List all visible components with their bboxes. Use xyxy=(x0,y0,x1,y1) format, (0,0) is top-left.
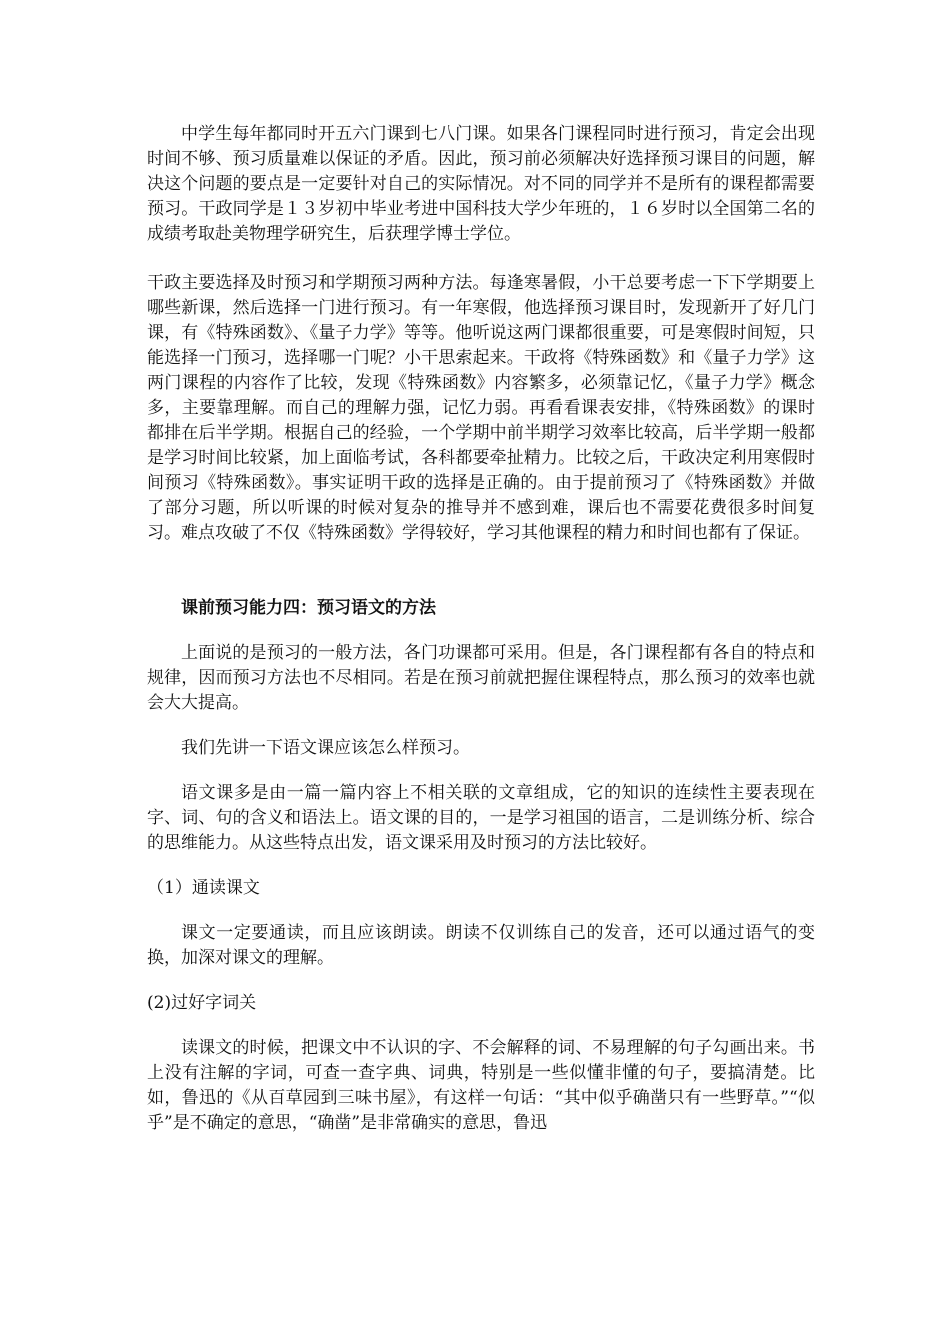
paragraph-chinese-lesson: 我们先讲一下语文课应该怎么样预习。 xyxy=(181,738,470,758)
paragraph-course-selection: 中学生每年都同时开五六门课到七八门课。如果各门课程同时进行预习，肯定会出现时间不够、预习质量难以保证的矛盾。因此，预习前必须解决好选择预习课目的问题，解决这个问题的要点是一定要针对自己的实际情况。对不同的同学并不是所有的课程都需要预习。干政同学是１３岁初中毕业考进中国科技大学少年班的，１６岁时以全国第二名的成绩考取赴美物理学研究生，后获理学博士学位。 xyxy=(147,124,815,244)
paragraph-gan-zheng-example: 干政主要选择及时预习和学期预习两种方法。每逢寒暑假，小干总要考虑一下下学期要上哪些新课，然后选择一门进行预习。有一年寒假，他选择预习课目时，发现新开了好几门课，有《特殊函数》、《量子力学》等等。他听说这两门课都很重要，可是寒假时间短，只能选择一门预习，选择哪一门呢？小干思索起来。干政将《特殊函数》和《量子力学》这两门课程的内容作了比较，发现《特殊函数》内容繁多，必须靠记忆，《量子力学》概念多，主要靠理解。而自己的理解力强，记忆力弱。再看看课表安排，《特殊函数》的课时都排在后半学期。根据自己的经验，一个学期中前半期学习效率比较高，后半学期一般都是学习时间比较紧，加上面临考试，各科都要牵扯精力。比较之后，干政决定利用寒假时间预习《特殊函数》。事实证明干政的选择是正确的。由于提前预习了《特殊函数》并做了部分习题，所以听课的时候对复杂的推导并不感到难，课后也不需要花费很多时间复习。难点攻破了不仅《特殊函数》学得较好，学习其他课程的精力和时间也都有了保证。 xyxy=(147,273,815,543)
subheading-read-through: （1）通读课文 xyxy=(147,878,260,898)
paragraph-intro: 上面说的是预习的一般方法，各门功课都可采用。但是，各门课程都有各自的特点和规律，因而预习方法也不尽相同。若是在预习前就把握住课程特点，那么预习的效率也就会大大提高。 xyxy=(147,643,815,713)
subheading-vocabulary: (2)过好字词关 xyxy=(147,993,257,1013)
document-body xyxy=(147,122,815,1136)
paragraph-chinese-features: 语文课多是由一篇一篇内容上不相关联的文章组成，它的知识的连续性主要表现在字、词、句的含义和语法上。语文课的目的，一是学习祖国的语言，二是训练分析、综合的思维能力。从这些特点出发，语文课采用及时预习的方法比较好。 xyxy=(147,783,815,853)
section-heading: 课前预习能力四：预习语文的方法 xyxy=(181,598,436,618)
paragraph-read-aloud: 课文一定要通读，而且应该朗读。朗读不仅训练自己的发音，还可以通过语气的变换，加深对课文的理解。 xyxy=(147,923,815,968)
paragraph-vocabulary: 读课文的时候，把课文中不认识的字、不会解释的词、不易理解的句子勾画出来。书上没有注解的字词，可查一查字典、词典，特别是一些似懂非懂的句子，要搞清楚。比如，鲁迅的《从百草园到三味书屋》，有这样一句话：“其中似乎确凿只有一些野草。”“似乎”是不确定的意思，“确凿”是非常确实的意思，鲁迅 xyxy=(147,1038,815,1133)
